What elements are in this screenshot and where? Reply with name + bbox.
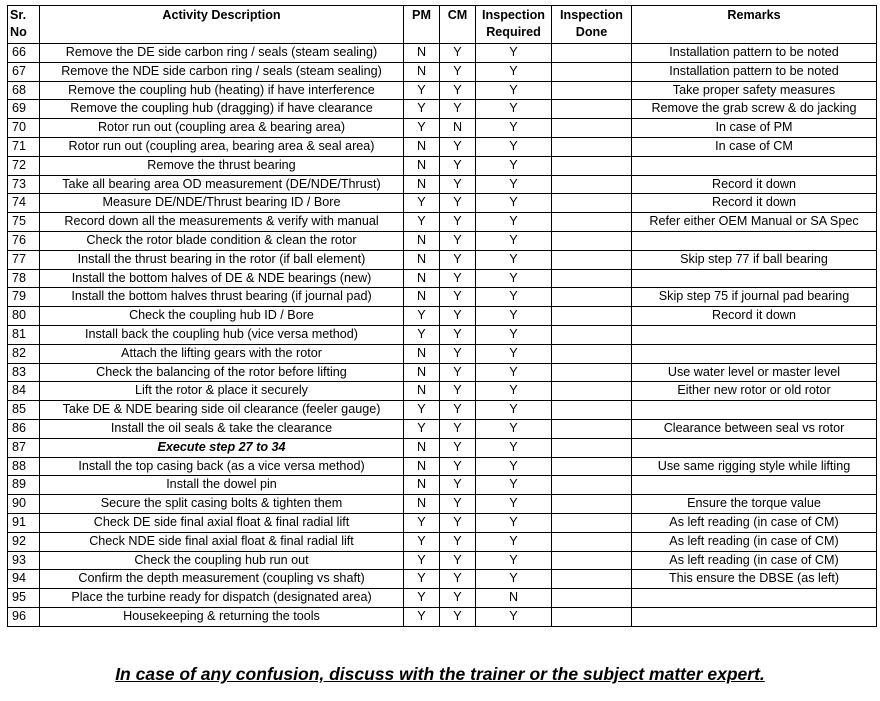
cell-no: 91 xyxy=(8,513,40,532)
cell-cm: Y xyxy=(440,213,476,232)
table-row xyxy=(8,476,877,495)
cell-no: 95 xyxy=(8,589,40,608)
cell-remarks: In case of CM xyxy=(632,137,877,156)
cell-inspection-required: Y xyxy=(476,344,552,363)
cell-pm: N xyxy=(404,288,440,307)
cell-activity: Take all bearing area OD measurement (DE/NDE/Thrust) xyxy=(40,175,404,194)
cell-cm: Y xyxy=(440,401,476,420)
cell-inspection-required: Y xyxy=(476,175,552,194)
cell-inspection-required: Y xyxy=(476,607,552,626)
cell-inspection-done xyxy=(552,194,632,213)
cell-no: 92 xyxy=(8,532,40,551)
cell-inspection-done xyxy=(552,495,632,514)
cell-inspection-done xyxy=(552,344,632,363)
cell-cm: Y xyxy=(440,44,476,63)
cell-no: 66 xyxy=(8,44,40,63)
cell-inspection-done xyxy=(552,156,632,175)
cell-inspection-done xyxy=(552,401,632,420)
cell-inspection-required: Y xyxy=(476,100,552,119)
cell-no: 77 xyxy=(8,250,40,269)
cell-cm: Y xyxy=(440,532,476,551)
header-remarks: Remarks xyxy=(632,6,877,44)
table-row xyxy=(8,607,877,626)
cell-no: 73 xyxy=(8,175,40,194)
cell-inspection-done xyxy=(552,551,632,570)
cell-inspection-required: Y xyxy=(476,438,552,457)
cell-activity: Take DE & NDE bearing side oil clearance (feeler gauge) xyxy=(40,401,404,420)
cell-inspection-required: Y xyxy=(476,570,552,589)
cell-inspection-done xyxy=(552,570,632,589)
cell-pm: N xyxy=(404,363,440,382)
table-row xyxy=(8,81,877,100)
table-row xyxy=(8,401,877,420)
cell-cm: Y xyxy=(440,156,476,175)
cell-remarks: Refer either OEM Manual or SA Spec xyxy=(632,213,877,232)
cell-remarks: Record it down xyxy=(632,194,877,213)
cell-pm: Y xyxy=(404,307,440,326)
cell-pm: Y xyxy=(404,551,440,570)
cell-inspection-required: Y xyxy=(476,269,552,288)
table-row xyxy=(8,457,877,476)
cell-inspection-done xyxy=(552,589,632,608)
cell-inspection-done xyxy=(552,513,632,532)
cell-cm: Y xyxy=(440,194,476,213)
cell-activity: Measure DE/NDE/Thrust bearing ID / Bore xyxy=(40,194,404,213)
table-row xyxy=(8,213,877,232)
cell-activity: Place the turbine ready for dispatch (designated area) xyxy=(40,589,404,608)
cell-no: 67 xyxy=(8,62,40,81)
cell-cm: Y xyxy=(440,476,476,495)
cell-inspection-done xyxy=(552,382,632,401)
cell-remarks xyxy=(632,344,877,363)
cell-activity: Install the dowel pin xyxy=(40,476,404,495)
cell-remarks: Installation pattern to be noted xyxy=(632,62,877,81)
cell-activity: Attach the lifting gears with the rotor xyxy=(40,344,404,363)
cell-no: 87 xyxy=(8,438,40,457)
cell-activity: Secure the split casing bolts & tighten them xyxy=(40,495,404,514)
cell-remarks xyxy=(632,269,877,288)
table-row xyxy=(8,589,877,608)
cell-inspection-required: Y xyxy=(476,363,552,382)
cell-pm: Y xyxy=(404,401,440,420)
cell-cm: Y xyxy=(440,438,476,457)
cell-no: 86 xyxy=(8,419,40,438)
cell-inspection-required: Y xyxy=(476,401,552,420)
cell-no: 71 xyxy=(8,137,40,156)
cell-activity: Remove the thrust bearing xyxy=(40,156,404,175)
table-row xyxy=(8,119,877,138)
header-cm: CM xyxy=(440,6,476,44)
cell-activity: Install the oil seals & take the clearance xyxy=(40,419,404,438)
cell-remarks: Record it down xyxy=(632,175,877,194)
cell-inspection-required: Y xyxy=(476,551,552,570)
cell-remarks: Use water level or master level xyxy=(632,363,877,382)
cell-no: 90 xyxy=(8,495,40,514)
cell-inspection-done xyxy=(552,307,632,326)
cell-cm: Y xyxy=(440,81,476,100)
cell-activity: Rotor run out (coupling area & bearing area) xyxy=(40,119,404,138)
cell-inspection-required: Y xyxy=(476,532,552,551)
cell-remarks: As left reading (in case of CM) xyxy=(632,513,877,532)
cell-remarks: Use same rigging style while lifting xyxy=(632,457,877,476)
header-row xyxy=(8,6,877,44)
cell-cm: Y xyxy=(440,363,476,382)
cell-cm: Y xyxy=(440,457,476,476)
cell-pm: Y xyxy=(404,194,440,213)
cell-inspection-required: Y xyxy=(476,194,552,213)
cell-cm: Y xyxy=(440,175,476,194)
cell-no: 93 xyxy=(8,551,40,570)
cell-inspection-required: Y xyxy=(476,457,552,476)
cell-activity: Remove the coupling hub (heating) if have interference xyxy=(40,81,404,100)
cell-inspection-required: Y xyxy=(476,137,552,156)
cell-activity: Remove the NDE side carbon ring / seals (steam sealing) xyxy=(40,62,404,81)
cell-no: 84 xyxy=(8,382,40,401)
cell-inspection-required: Y xyxy=(476,495,552,514)
cell-pm: Y xyxy=(404,419,440,438)
cell-inspection-done xyxy=(552,250,632,269)
cell-remarks: Ensure the torque value xyxy=(632,495,877,514)
cell-activity: Remove the DE side carbon ring / seals (steam sealing) xyxy=(40,44,404,63)
cell-pm: N xyxy=(404,175,440,194)
cell-inspection-required: N xyxy=(476,589,552,608)
cell-activity: Check the coupling hub run out xyxy=(40,551,404,570)
cell-remarks: Skip step 75 if journal pad bearing xyxy=(632,288,877,307)
cell-activity: Check the coupling hub ID / Bore xyxy=(40,307,404,326)
cell-pm: Y xyxy=(404,81,440,100)
cell-inspection-done xyxy=(552,457,632,476)
cell-inspection-required: Y xyxy=(476,419,552,438)
cell-remarks: As left reading (in case of CM) xyxy=(632,551,877,570)
table-row xyxy=(8,100,877,119)
cell-no: 88 xyxy=(8,457,40,476)
cell-no: 85 xyxy=(8,401,40,420)
table-row xyxy=(8,156,877,175)
cell-remarks xyxy=(632,231,877,250)
cell-no: 76 xyxy=(8,231,40,250)
cell-pm: Y xyxy=(404,607,440,626)
cell-pm: N xyxy=(404,44,440,63)
cell-activity: Confirm the depth measurement (coupling vs shaft) xyxy=(40,570,404,589)
cell-cm: Y xyxy=(440,495,476,514)
cell-remarks: In case of PM xyxy=(632,119,877,138)
cell-cm: Y xyxy=(440,513,476,532)
cell-no: 68 xyxy=(8,81,40,100)
cell-inspection-done xyxy=(552,100,632,119)
cell-pm: N xyxy=(404,438,440,457)
cell-activity: Check the balancing of the rotor before lifting xyxy=(40,363,404,382)
cell-cm: Y xyxy=(440,419,476,438)
table-row xyxy=(8,269,877,288)
header-inspection-required: Inspection Required xyxy=(476,6,552,44)
cell-cm: Y xyxy=(440,589,476,608)
cell-inspection-done xyxy=(552,419,632,438)
cell-no: 82 xyxy=(8,344,40,363)
cell-inspection-required: Y xyxy=(476,213,552,232)
cell-inspection-done xyxy=(552,325,632,344)
cell-activity: Lift the rotor & place it securely xyxy=(40,382,404,401)
cell-no: 72 xyxy=(8,156,40,175)
cell-cm: Y xyxy=(440,137,476,156)
cell-inspection-done xyxy=(552,269,632,288)
cell-pm: Y xyxy=(404,589,440,608)
cell-remarks: Clearance between seal vs rotor xyxy=(632,419,877,438)
cell-remarks xyxy=(632,476,877,495)
cell-cm: Y xyxy=(440,62,476,81)
cell-no: 79 xyxy=(8,288,40,307)
table-body xyxy=(8,44,877,627)
cell-remarks xyxy=(632,401,877,420)
table-row xyxy=(8,231,877,250)
cell-inspection-required: Y xyxy=(476,44,552,63)
cell-remarks: Take proper safety measures xyxy=(632,81,877,100)
cell-remarks xyxy=(632,438,877,457)
cell-inspection-done xyxy=(552,288,632,307)
table-row xyxy=(8,513,877,532)
cell-inspection-done xyxy=(552,438,632,457)
cell-remarks: Installation pattern to be noted xyxy=(632,44,877,63)
cell-cm: Y xyxy=(440,307,476,326)
cell-pm: N xyxy=(404,476,440,495)
cell-remarks: Record it down xyxy=(632,307,877,326)
cell-pm: N xyxy=(404,382,440,401)
checklist-table xyxy=(7,5,877,627)
table-row xyxy=(8,570,877,589)
header-activity: Activity Description xyxy=(40,6,404,44)
cell-cm: Y xyxy=(440,250,476,269)
cell-no: 89 xyxy=(8,476,40,495)
table-row xyxy=(8,250,877,269)
cell-inspection-done xyxy=(552,62,632,81)
cell-pm: N xyxy=(404,231,440,250)
cell-remarks: Skip step 77 if ball bearing xyxy=(632,250,877,269)
cell-no: 83 xyxy=(8,363,40,382)
cell-cm: Y xyxy=(440,100,476,119)
cell-inspection-required: Y xyxy=(476,325,552,344)
table-row xyxy=(8,137,877,156)
cell-cm: Y xyxy=(440,551,476,570)
cell-inspection-done xyxy=(552,231,632,250)
cell-inspection-required: Y xyxy=(476,288,552,307)
cell-pm: Y xyxy=(404,513,440,532)
cell-pm: N xyxy=(404,250,440,269)
cell-remarks xyxy=(632,156,877,175)
cell-inspection-done xyxy=(552,213,632,232)
cell-remarks xyxy=(632,325,877,344)
cell-cm: Y xyxy=(440,607,476,626)
cell-inspection-required: Y xyxy=(476,231,552,250)
cell-inspection-done xyxy=(552,607,632,626)
table-row xyxy=(8,288,877,307)
table-row xyxy=(8,363,877,382)
cell-pm: N xyxy=(404,137,440,156)
cell-pm: Y xyxy=(404,325,440,344)
cell-pm: Y xyxy=(404,119,440,138)
cell-activity: Install the bottom halves of DE & NDE bearings (new) xyxy=(40,269,404,288)
cell-activity: Check the rotor blade condition & clean the rotor xyxy=(40,231,404,250)
cell-cm: Y xyxy=(440,325,476,344)
cell-no: 78 xyxy=(8,269,40,288)
cell-inspection-done xyxy=(552,476,632,495)
cell-no: 81 xyxy=(8,325,40,344)
cell-cm: Y xyxy=(440,382,476,401)
cell-pm: N xyxy=(404,457,440,476)
cell-pm: N xyxy=(404,495,440,514)
cell-inspection-done xyxy=(552,532,632,551)
cell-pm: Y xyxy=(404,213,440,232)
cell-no: 94 xyxy=(8,570,40,589)
cell-activity: Check DE side final axial float & final radial lift xyxy=(40,513,404,532)
cell-inspection-done xyxy=(552,44,632,63)
cell-cm: Y xyxy=(440,344,476,363)
cell-activity: Install the bottom halves thrust bearing (if journal pad) xyxy=(40,288,404,307)
cell-activity: Install the top casing back (as a vice versa method) xyxy=(40,457,404,476)
cell-inspection-done xyxy=(552,137,632,156)
cell-cm: Y xyxy=(440,231,476,250)
cell-activity: Rotor run out (coupling area, bearing area & seal area) xyxy=(40,137,404,156)
cell-no: 96 xyxy=(8,607,40,626)
cell-inspection-required: Y xyxy=(476,382,552,401)
table-row xyxy=(8,495,877,514)
cell-remarks: This ensure the DBSE (as left) xyxy=(632,570,877,589)
cell-inspection-required: Y xyxy=(476,513,552,532)
table-row xyxy=(8,532,877,551)
table-row xyxy=(8,194,877,213)
footer-note: In case of any confusion, discuss with the trainer or the subject matter expert. xyxy=(115,664,765,684)
cell-no: 74 xyxy=(8,194,40,213)
table-row xyxy=(8,382,877,401)
cell-activity: Install back the coupling hub (vice versa method) xyxy=(40,325,404,344)
table-row xyxy=(8,438,877,457)
cell-cm: Y xyxy=(440,288,476,307)
table-row xyxy=(8,344,877,363)
cell-remarks xyxy=(632,607,877,626)
cell-pm: Y xyxy=(404,570,440,589)
table-row xyxy=(8,62,877,81)
cell-inspection-required: Y xyxy=(476,156,552,175)
cell-inspection-done xyxy=(552,81,632,100)
header-inspection-done: Inspection Done xyxy=(552,6,632,44)
cell-no: 70 xyxy=(8,119,40,138)
cell-inspection-required: Y xyxy=(476,119,552,138)
cell-activity: Record down all the measurements & verify with manual xyxy=(40,213,404,232)
cell-activity: Check NDE side final axial float & final radial lift xyxy=(40,532,404,551)
table-row xyxy=(8,419,877,438)
header-pm: PM xyxy=(404,6,440,44)
cell-pm: N xyxy=(404,156,440,175)
cell-pm: N xyxy=(404,269,440,288)
cell-inspection-required: Y xyxy=(476,250,552,269)
cell-inspection-done xyxy=(552,119,632,138)
cell-activity: Execute step 27 to 34 xyxy=(40,438,404,457)
cell-activity: Housekeeping & returning the tools xyxy=(40,607,404,626)
cell-inspection-done xyxy=(552,363,632,382)
table-row xyxy=(8,307,877,326)
cell-inspection-required: Y xyxy=(476,81,552,100)
cell-inspection-required: Y xyxy=(476,476,552,495)
cell-inspection-done xyxy=(552,175,632,194)
cell-cm: N xyxy=(440,119,476,138)
cell-remarks xyxy=(632,589,877,608)
cell-inspection-required: Y xyxy=(476,307,552,326)
table-row xyxy=(8,44,877,63)
header-sr-no: Sr. No xyxy=(8,6,40,44)
cell-pm: Y xyxy=(404,100,440,119)
cell-no: 80 xyxy=(8,307,40,326)
cell-cm: Y xyxy=(440,570,476,589)
cell-pm: N xyxy=(404,62,440,81)
cell-cm: Y xyxy=(440,269,476,288)
table-row xyxy=(8,325,877,344)
cell-pm: N xyxy=(404,344,440,363)
table-row xyxy=(8,175,877,194)
cell-inspection-required: Y xyxy=(476,62,552,81)
cell-no: 75 xyxy=(8,213,40,232)
cell-activity: Install the thrust bearing in the rotor (if ball element) xyxy=(40,250,404,269)
cell-no: 69 xyxy=(8,100,40,119)
cell-pm: Y xyxy=(404,532,440,551)
cell-remarks: Remove the grab screw & do jacking xyxy=(632,100,877,119)
cell-activity: Remove the coupling hub (dragging) if have clearance xyxy=(40,100,404,119)
cell-remarks: As left reading (in case of CM) xyxy=(632,532,877,551)
cell-remarks: Either new rotor or old rotor xyxy=(632,382,877,401)
table-row xyxy=(8,551,877,570)
